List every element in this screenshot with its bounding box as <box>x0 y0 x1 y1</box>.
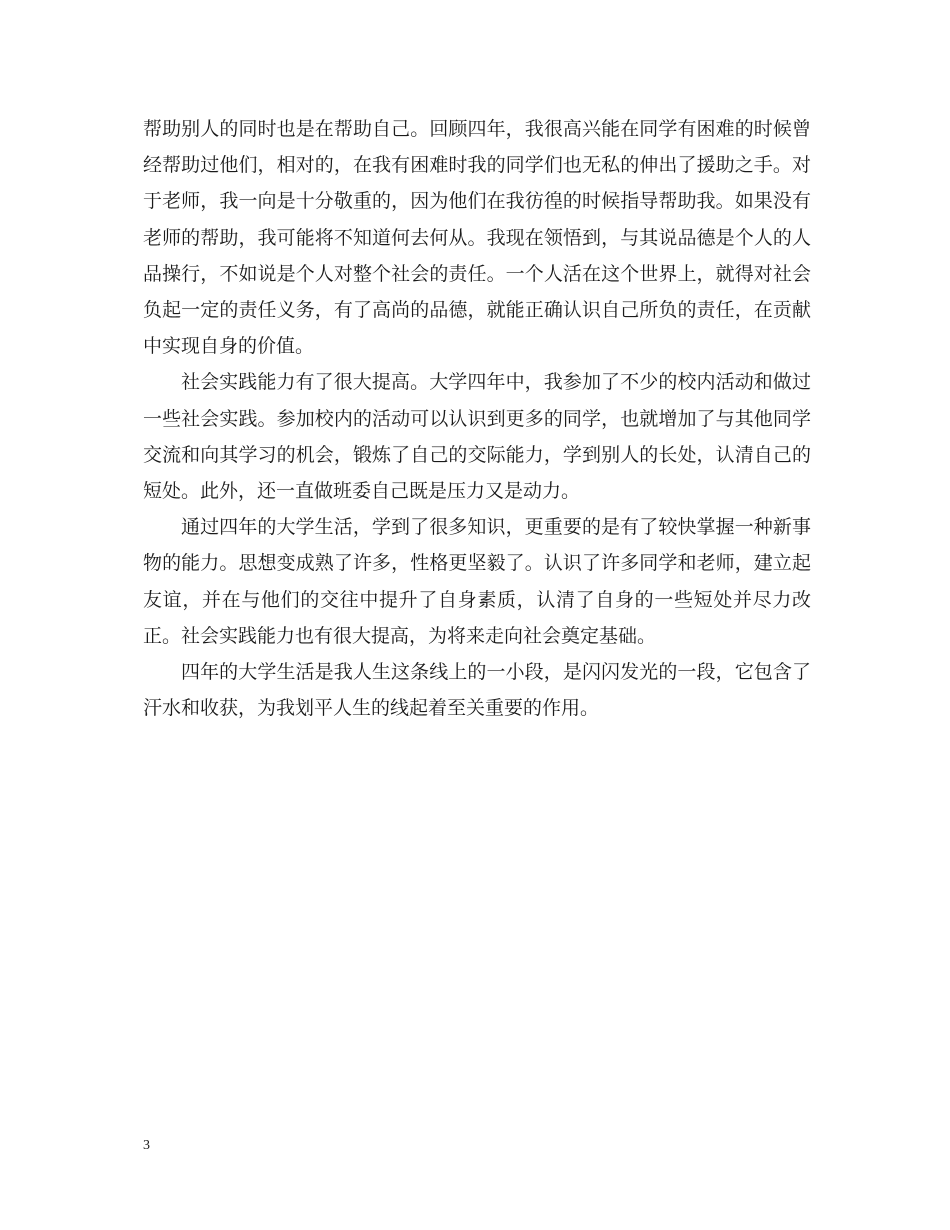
paragraph-social-practice: 社会实践能力有了很大提高。大学四年中，我参加了不少的校内活动和做过一些社会实践。参加校内的活动可以认识到更多的同学，也就增加了与其他同学交流和向其学习的机会，锻炼了自己的交际能力，学到别人的长处，认清自己的短处。此外，还一直做班委自己既是压力又是动力。 <box>143 371 811 503</box>
paragraph-closing: 四年的大学生活是我人生这条线上的一小段，是闪闪发光的一段，它包含了汗水和收获，为我划平人生的线起着至关重要的作用。 <box>143 661 811 720</box>
body-text <box>143 111 811 726</box>
paragraph-four-years-summary: 通过四年的大学生活，学到了很多知识，更重要的是有了较快掌握一种新事物的能力。思想变成熟了许多，性格更坚毅了。认识了许多同学和老师，建立起友谊，并在与他们的交往中提升了自身素质，认清了自身的一些短处并尽力改正。社会实践能力也有很大提高，为将来走向社会奠定基础。 <box>143 516 811 647</box>
page-number: 3 <box>143 1138 150 1153</box>
paragraph-helping-others: 帮助别人的同时也是在帮助自己。回顾四年，我很高兴能在同学有困难的时候曾经帮助过他们，相对的，在我有困难时我的同学们也无私的伸出了援助之手。对于老师，我一向是十分敬重的，因为他们在我彷徨的时候指导帮助我。如果没有老师的帮助，我可能将不知道何去何从。我现在领悟到，与其说品德是个人的人品操行，不如说是个人对整个社会的责任。一个人活在这个世界上，就得对社会负起一定的责任义务，有了高尚的品德，就能正确认识自己所负的责任，在贡献中实现自身的价值。 <box>143 118 811 358</box>
